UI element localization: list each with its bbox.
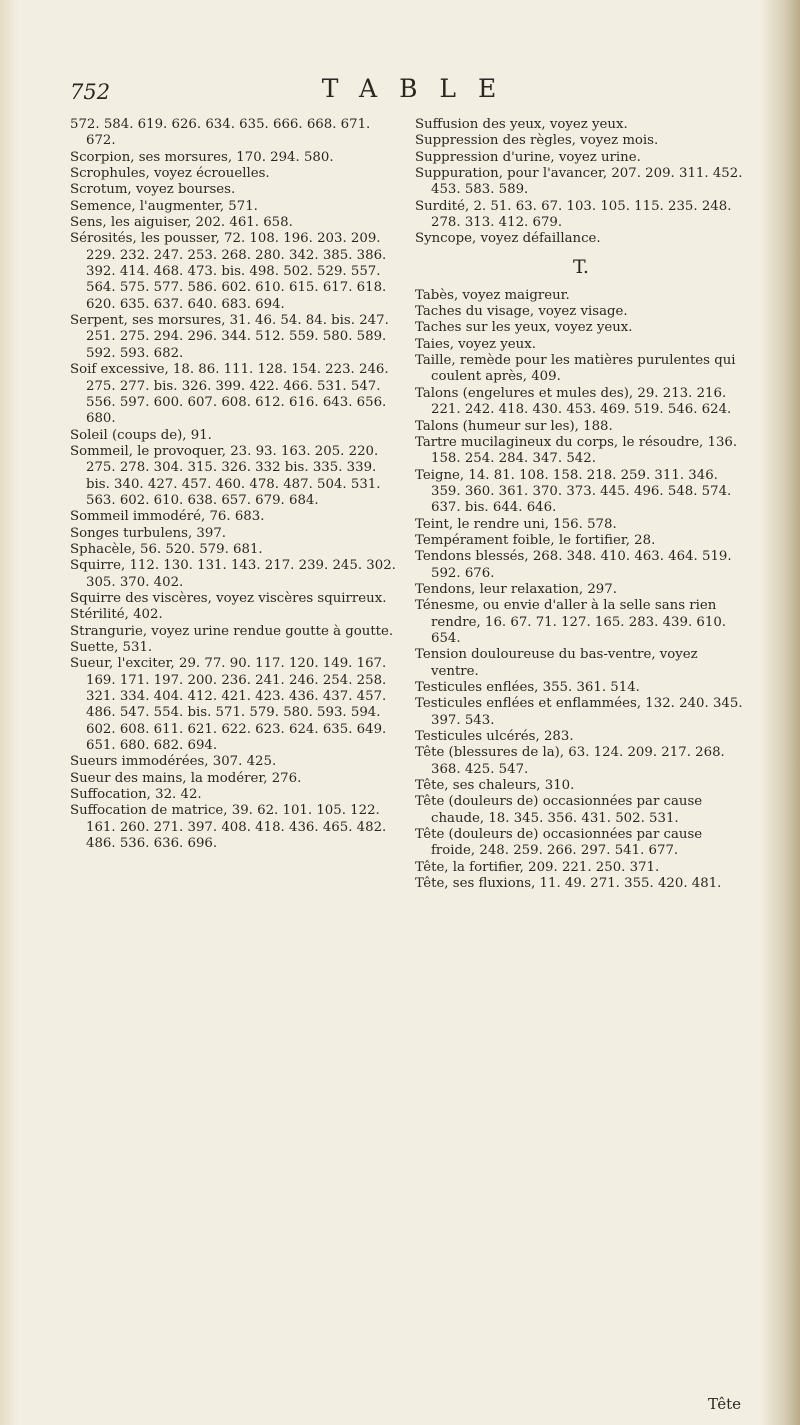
catchword: Tête — [708, 1395, 742, 1413]
index-entry: Scrophules, voyez écrouelles. — [70, 166, 270, 182]
index-entry: Tempérament foible, le fortifier, 28. — [415, 532, 656, 548]
index-entry: Squirre, 112. 130. 131. 143. 217. 239. 245. 302. 305. 370. 402. — [70, 558, 396, 590]
right-column-s-entries — [415, 117, 747, 248]
index-entry: Talons (engelures et mules des), 29. 213. 216. 221. 242. 418. 430. 453. 469. 519. 546. 624. — [415, 385, 732, 418]
index-entry: Testicules enflées et enflammées, 132. 240. 345. 397. 543. — [415, 696, 743, 728]
index-entry: Sueurs immodérées, 307. 425. — [70, 754, 277, 770]
index-entry: Suffocation de matrice, 39. 62. 101. 105. 122. 161. 260. 271. 397. 408. 418. 436. 465. 482. 486. 536. 636. 696. — [70, 803, 387, 852]
page-edge-right — [760, 0, 800, 1425]
page-edge-left — [0, 0, 18, 1425]
index-entry: Tabès, voyez maigreur. — [415, 287, 570, 303]
index-entry: Scrotum, voyez bourses. — [70, 182, 236, 198]
index-entry: Scorpion, ses morsures, 170. 294. 580. — [70, 149, 334, 165]
index-entry: Sérosités, les pousser, 72. 108. 196. 203. 209. 229. 232. 247. 253. 268. 280. 342. 385. 386. 392. 414. 468. 473. bis. 498. 502. 529. 557. 564. 575. 577. 586. 602. 610. 615. 617. 618. 620. 635. 637. 640. 683. 694. — [70, 231, 387, 312]
index-entry: Semence, l'augmenter, 571. — [70, 198, 258, 214]
index-entry: Testicules ulcérés, 283. — [415, 729, 574, 745]
section-letter: T. — [573, 255, 589, 278]
index-entry: Squirre des viscères, voyez viscères squirreux. — [70, 590, 387, 606]
index-entry: Stérilité, 402. — [70, 607, 163, 623]
right-column-t-entries — [415, 288, 747, 893]
index-entry: Suffocation, 32. 42. — [70, 787, 202, 803]
index-entry: Suffusion des yeux, voyez yeux. — [415, 117, 628, 132]
index-entry: Testicules enflées, 355. 361. 514. — [415, 680, 640, 695]
index-entry: Taies, voyez yeux. — [415, 336, 536, 352]
index-entry: Tête (douleurs de) occasionnées par cause froide, 248. 259. 266. 297. 541. 677. — [415, 827, 703, 859]
index-entry: Syncope, voyez défaillance. — [415, 231, 601, 247]
index-entry: Suppression des règles, voyez mois. — [415, 133, 659, 149]
index-entry: Sueur, l'exciter, 29. 77. 90. 117. 120. 149. 167. 169. 171. 197. 200. 236. 241. 246. 254. 258. 321. 334. 404. 412. 421. 423. 436. 437. 457. 486. 547. 554. bis. 571. 579. 580. 593. 594. 602. 608. 611. 621. 622. 623. 624. 635. 649. 651. 680. 682. 694. — [70, 656, 387, 754]
index-entry: Sueur des mains, la modérer, 276. — [70, 770, 302, 786]
index-entry: Soleil (coups de), 91. — [70, 427, 212, 443]
index-entry: Sommeil, le provoquer, 23. 93. 163. 205. 220. 275. 278. 304. 315. 326. 332 bis. 335. 339. bis. 340. 427. 457. 460. 478. 487. 504. 531. 563. 602. 610. 638. 657. 679. 684. — [70, 443, 381, 508]
index-entry: Talons (humeur sur les), 188. — [415, 418, 613, 434]
index-entry: Sphacèle, 56. 520. 579. 681. — [70, 541, 263, 557]
index-entry: Tendons blessés, 268. 348. 410. 463. 464. 519. 592. 676. — [415, 549, 732, 581]
index-entry: Taille, remède pour les matières purulentes qui coulent après, 409. — [415, 353, 736, 385]
index-entry: 572. 584. 619. 626. 634. 635. 666. 668. 671. 672. — [70, 117, 371, 149]
page-number: 752 — [70, 80, 111, 104]
index-entry: Sens, les aiguiser, 202. 461. 658. — [70, 215, 293, 231]
index-entry: Tartre mucilagineux du corps, le résoudre, 136. 158. 254. 284. 347. 542. — [415, 434, 738, 467]
index-entry: Tension douloureuse du bas-ventre, voyez ventre. — [415, 647, 698, 679]
index-entry: Teigne, 14. 81. 108. 158. 218. 259. 311. 346. 359. 360. 361. 370. 373. 445. 496. 548. 574. 637. bis. 644. 646. — [415, 467, 732, 516]
index-entry: Suppuration, pour l'avancer, 207. 209. 311. 452. 453. 583. 589. — [415, 166, 743, 198]
index-entry: Tête, ses chaleurs, 310. — [415, 778, 575, 794]
index-entry: Strangurie, voyez urine rendue goutte à goutte. — [70, 623, 394, 639]
index-entry: Suppression d'urine, voyez urine. — [415, 149, 641, 165]
index-entry: Serpent, ses morsures, 31. 46. 54. 84. bis. 247. 251. 275. 294. 296. 344. 512. 559. 580. 589. 592. 593. 682. — [70, 313, 389, 361]
running-title: TABLE — [321, 74, 519, 103]
index-entry: Teint, le rendre uni, 156. 578. — [415, 516, 617, 532]
right-column — [415, 117, 747, 892]
index-entry: Tête (douleurs de) occasionnées par cause chaude, 18. 345. 356. 431. 502. 531. — [415, 794, 703, 826]
index-entry: Songes turbulens, 397. — [70, 525, 227, 541]
index-entry: Sommeil immodéré, 76. 683. — [70, 509, 265, 525]
index-entry: Suette, 531. — [70, 640, 153, 655]
index-entry: Tête, la fortifier, 209. 221. 250. 371. — [415, 859, 660, 875]
index-entry: Taches du visage, voyez visage. — [415, 304, 628, 320]
index-entry: Surdité, 2. 51. 63. 67. 103. 105. 115. 235. 248. 278. 313. 412. 679. — [415, 198, 732, 231]
index-entry: Ténesme, ou envie d'aller à la selle sans rien rendre, 16. 67. 71. 127. 165. 283. 439. 610. 654. — [415, 598, 727, 646]
index-entry: Taches sur les yeux, voyez yeux. — [415, 320, 633, 336]
index-entry: Tendons, leur relaxation, 297. — [415, 581, 617, 597]
index-entry: Soif excessive, 18. 86. 111. 128. 154. 223. 246. 275. 277. bis. 326. 399. 422. 466. 531. 547. 556. 597. 600. 607. 608. 612. 616. 643. 656. 680. — [70, 362, 389, 427]
left-column — [70, 117, 402, 852]
page-header — [70, 74, 750, 114]
index-entry: Tête, ses fluxions, 11. 49. 271. 355. 420. 481. — [415, 876, 722, 892]
index-entry: Tête (blessures de la), 63. 124. 209. 217. 268. 368. 425. 547. — [415, 745, 725, 777]
